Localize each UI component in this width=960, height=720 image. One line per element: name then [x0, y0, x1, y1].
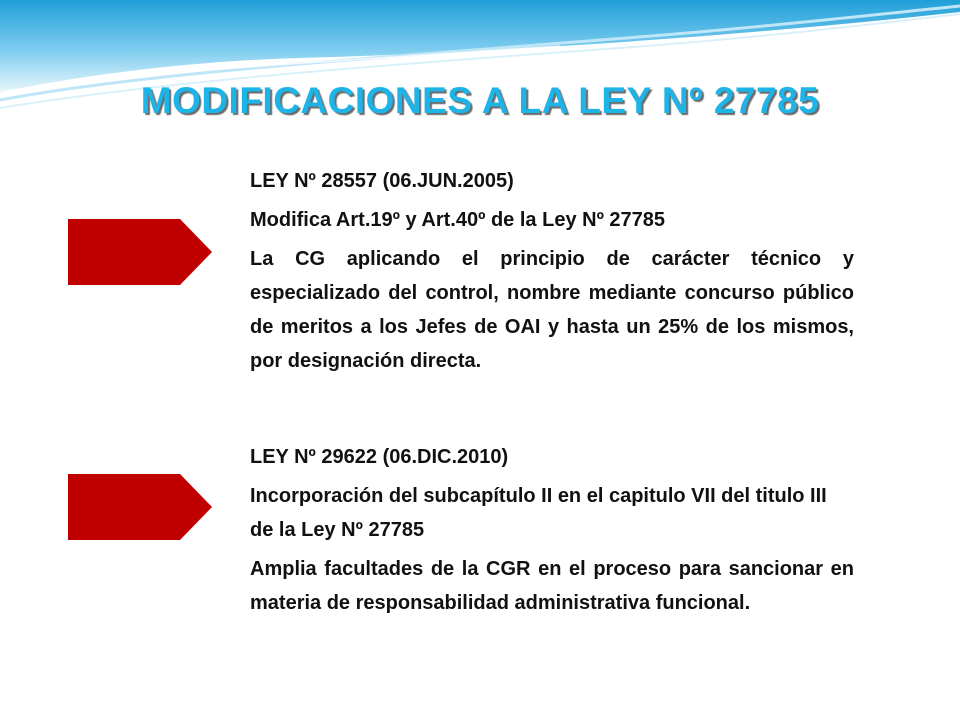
- law-heading: LEY Nº 28557 (06.JUN.2005): [250, 170, 514, 192]
- law-section-28557: [250, 164, 854, 378]
- red-pentagon-arrow-icon: [68, 219, 212, 285]
- law-subheading: Modifica Art.19º y Art.40º de la Ley Nº 27785: [250, 209, 666, 231]
- law-description: Amplia facultades de la CGR en el proceso para sancionar en materia de responsabilidad administrativa funcional.: [250, 558, 854, 614]
- law-section-29622: [250, 440, 854, 620]
- slide-title: MODIFICACIONES A LA LEY Nº 27785: [140, 80, 820, 121]
- red-pentagon-arrow-icon: [68, 474, 212, 540]
- law-heading: LEY Nº 29622 (06.DIC.2010): [250, 446, 509, 468]
- law-subheading: Incorporación del subcapítulo II en el capitulo VII del titulo III de la Ley Nº 27785: [250, 485, 827, 541]
- law-description: La CG aplicando el principio de carácter técnico y especializado del control, nombre mediante concurso público de meritos a los Jefes de OAI y hasta un 25% de los mismos, por designación directa.: [250, 248, 854, 372]
